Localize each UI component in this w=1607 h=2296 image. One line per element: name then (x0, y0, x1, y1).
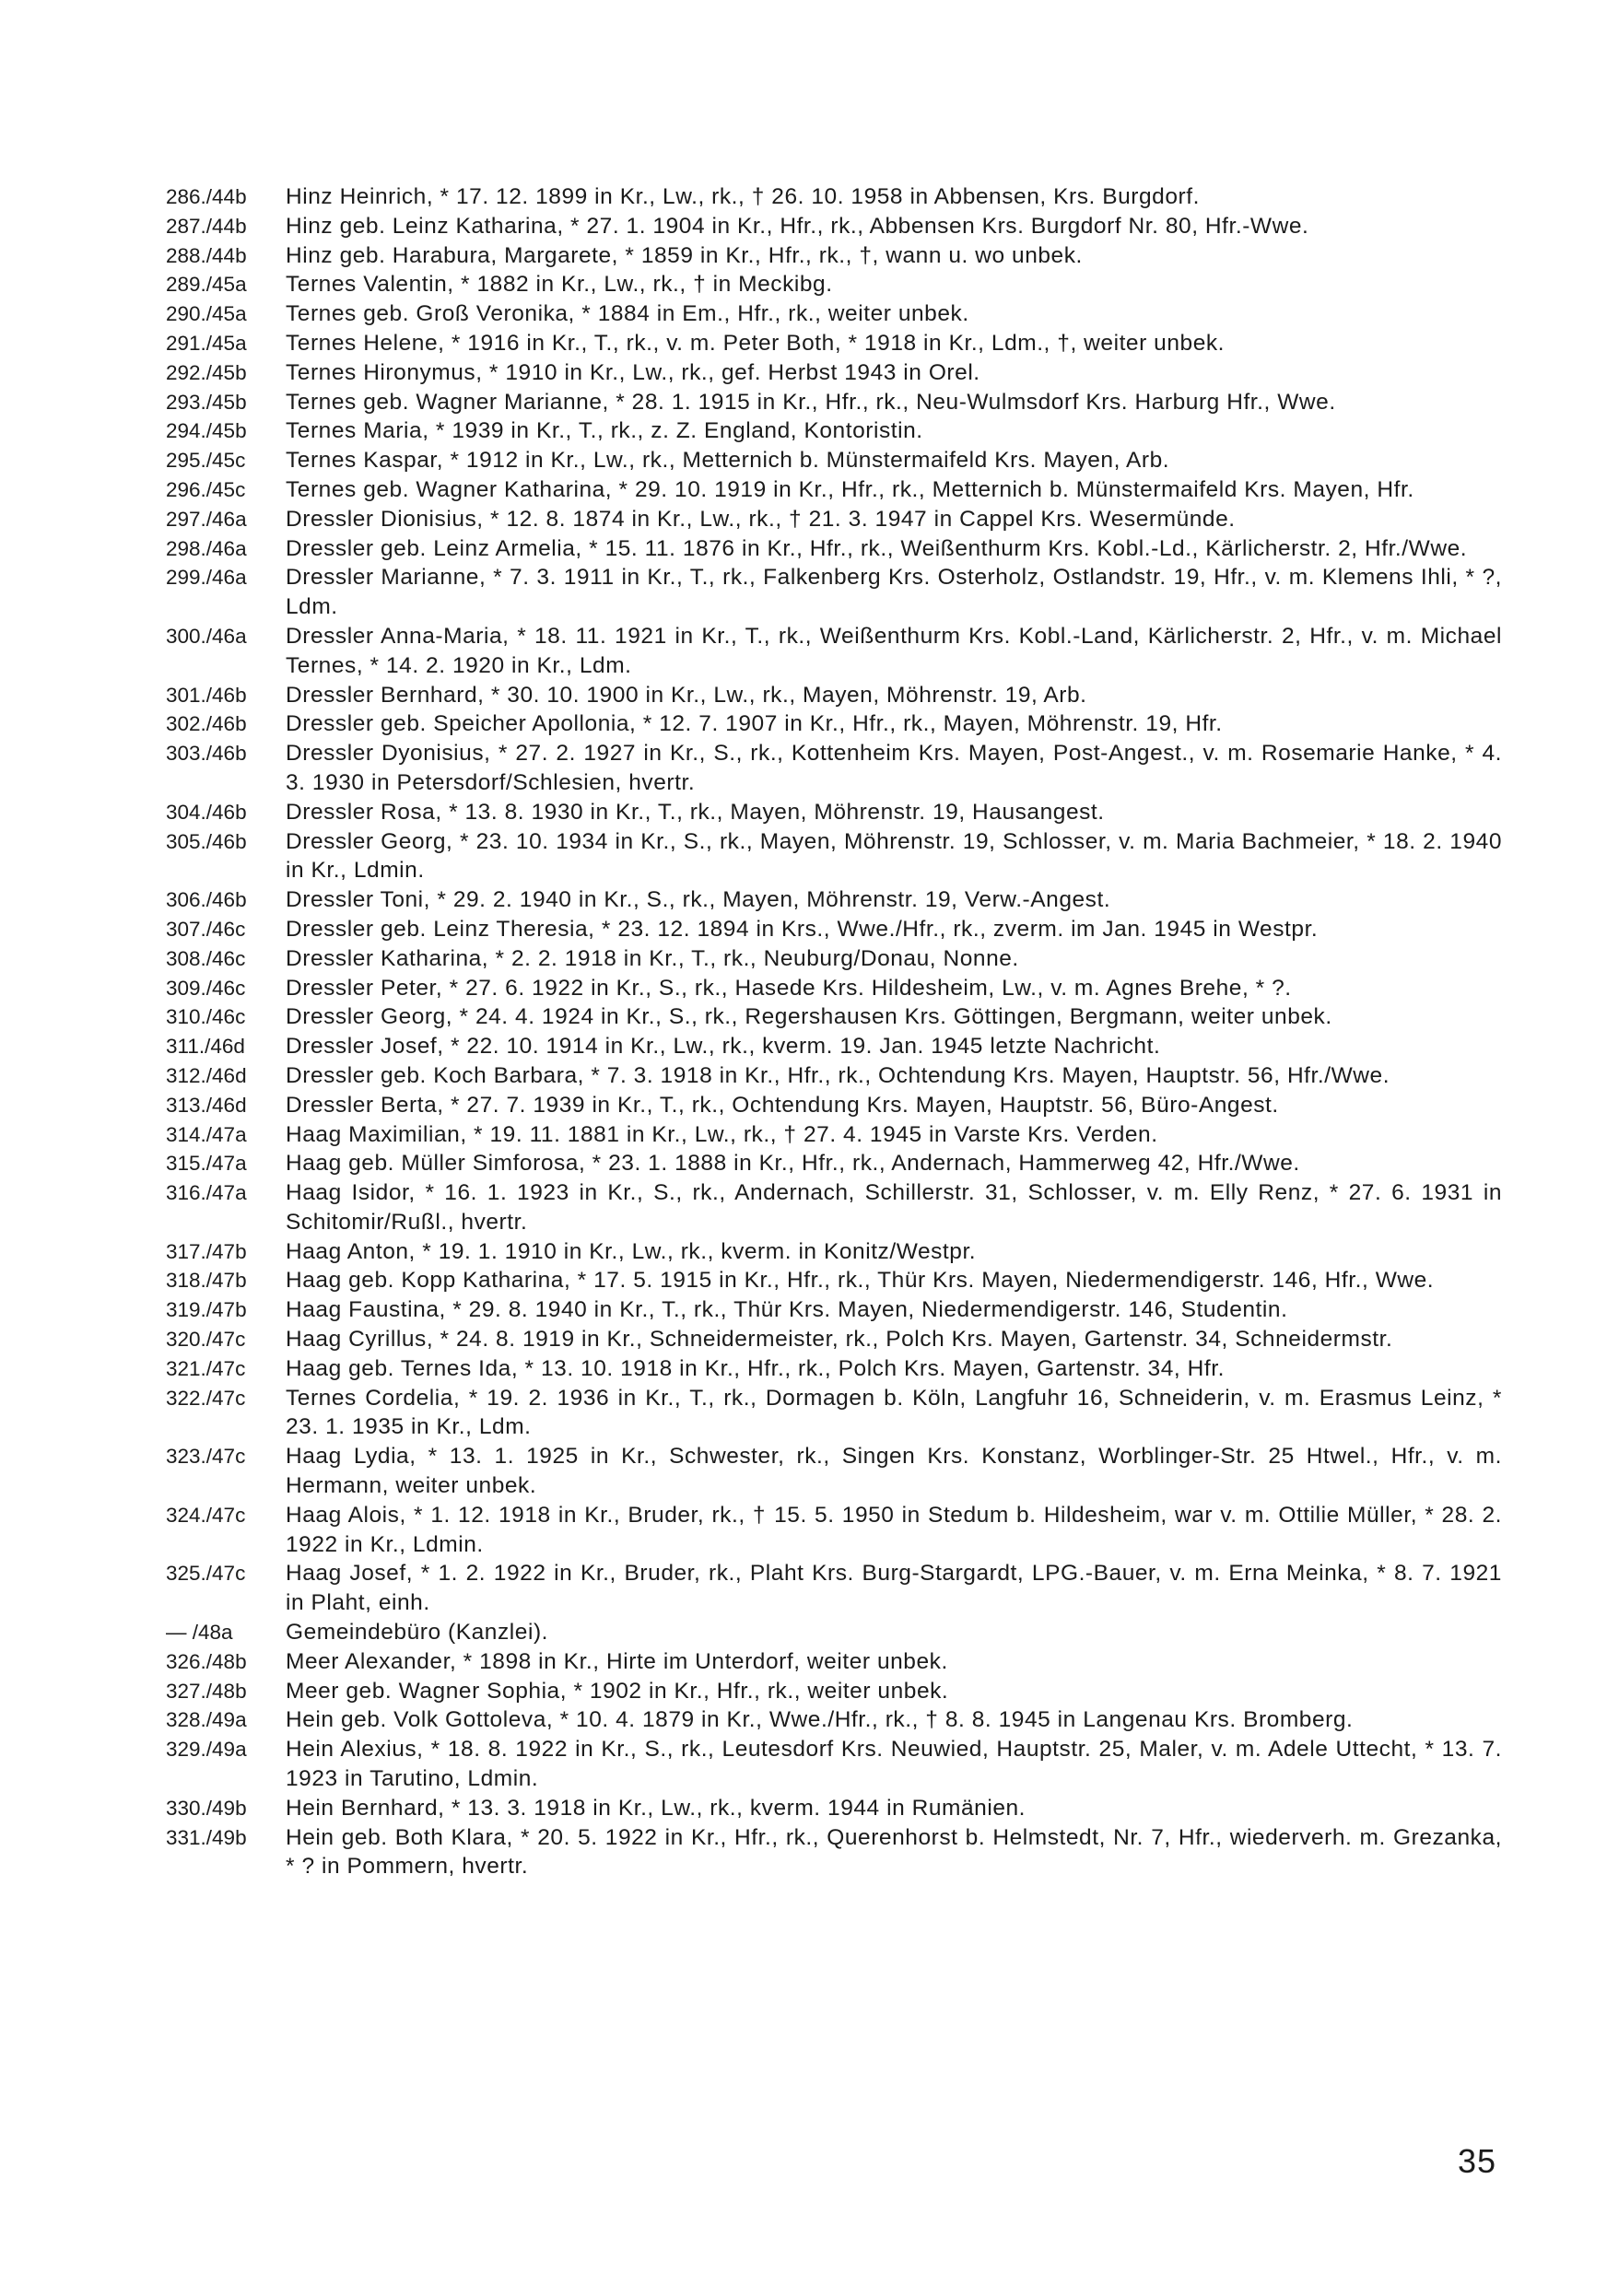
register-entry (166, 915, 1502, 944)
register-entry (166, 709, 1502, 739)
register-entry (166, 1149, 1502, 1178)
entry-number: 311./46d (166, 1035, 245, 1059)
entry-number: 318./47b (166, 1269, 247, 1293)
entry-text: Dressler Peter, * 27. 6. 1922 in Kr., S., rk., Hasede Krs. Hildesheim, Lw., v. m. Agnes Brehe, * ?. (286, 975, 1292, 1001)
entry-text: Hinz Heinrich, * 17. 12. 1899 in Kr., Lw., rk., † 26. 10. 1958 in Abbensen, Krs. Burgdorf. (286, 184, 1200, 209)
entry-text: Ternes Hironymus, * 1910 in Kr., Lw., rk., gef. Herbst 1943 in Orel. (286, 359, 980, 385)
entry-text: Haag Faustina, * 29. 8. 1940 in Kr., T., rk., Thür Krs. Mayen, Niedermendigerstr. 146, Studentin. (286, 1297, 1288, 1323)
entry-number: 293./45b (166, 390, 247, 414)
register-entries (166, 182, 1502, 1881)
entry-number: 319./47b (166, 1298, 247, 1322)
register-entry (166, 1120, 1502, 1150)
register-entry (166, 885, 1502, 915)
register-entry (166, 681, 1502, 710)
register-entry (166, 622, 1502, 681)
entry-number: 289./45a (166, 273, 247, 297)
entry-text: Ternes Maria, * 1939 in Kr., T., rk., z. Z. England, Kontoristin. (286, 418, 923, 444)
entry-text: Ternes Cordelia, * 19. 2. 1936 in Kr., T., rk., Dormagen b. Köln, Langfuhr 16, Schneiderin, v. m. Erasmus Leinz, * 23. 1. 1935 in Kr., Ldm. (286, 1385, 1502, 1440)
entry-text: Dressler Josef, * 22. 10. 1914 in Kr., Lw., rk., kverm. 19. Jan. 1945 letzte Nachricht. (286, 1034, 1161, 1060)
entry-number: 290./45a (166, 302, 247, 326)
register-entry (166, 299, 1502, 329)
entry-text: Ternes Helene, * 1916 in Kr., T., rk., v. m. Peter Both, * 1918 in Kr., Ldm., †, weiter unbek. (286, 330, 1226, 356)
entry-number: 291./45a (166, 331, 247, 355)
register-entry (166, 475, 1502, 505)
entry-number: 312./46d (166, 1063, 247, 1087)
entry-number: 321./47c (166, 1356, 246, 1380)
register-entry (166, 505, 1502, 534)
entry-number: 304./46b (166, 800, 247, 824)
entry-text: Dressler Dionisius, * 12. 8. 1874 in Kr., Lw., rk., † 21. 3. 1947 in Cappel Krs. Wesermünde. (286, 506, 1236, 532)
entry-text: Dressler Berta, * 27. 7. 1939 in Kr., T., rk., Ochtendung Krs. Mayen, Hauptstr. 56, Büro-Angest. (286, 1092, 1279, 1118)
entry-number: 287./44b (166, 214, 247, 238)
register-entry (166, 1266, 1502, 1295)
entry-number: — /48a (166, 1621, 233, 1645)
entry-text: Ternes Valentin, * 1882 in Kr., Lw., rk., † in Meckibg. (286, 272, 833, 298)
entry-text: Dressler Toni, * 29. 2. 1940 in Kr., S., rk., Mayen, Möhrenstr. 19, Verw.-Angest. (286, 887, 1111, 913)
page-number: 35 (1458, 2142, 1497, 2180)
entry-number: 307./46c (166, 917, 246, 941)
register-entry (166, 1559, 1502, 1618)
entry-text: Dressler Georg, * 23. 10. 1934 in Kr., S., rk., Mayen, Möhrenstr. 19, Schlosser, v. m. Maria Bachmeier, * 18. 2. 1940 in Kr., Ldmin. (286, 828, 1502, 884)
entry-text: Hinz geb. Harabura, Margarete, * 1859 in Kr., Hfr., rk., †, wann u. wo unbek. (286, 242, 1083, 268)
entry-number: 309./46c (166, 976, 246, 1000)
entry-number: 296./45c (166, 477, 246, 501)
register-entry (166, 1061, 1502, 1091)
entry-text: Haag Isidor, * 16. 1. 1923 in Kr., S., rk., Andernach, Schillerstr. 31, Schlosser, v. m. Elly Renz, * 27. 6. 1931 in Schitomir/Rußl., hvertr. (286, 1180, 1502, 1235)
register-entry (166, 1794, 1502, 1823)
register-entry (166, 1677, 1502, 1706)
entry-number: 329./49a (166, 1738, 247, 1762)
register-entry (166, 534, 1502, 564)
register-entry (166, 1325, 1502, 1354)
entry-number: 292./45b (166, 360, 247, 384)
entry-text: Dressler geb. Leinz Theresia, * 23. 12. 1894 in Krs., Wwe./Hfr., rk., zverm. im Jan. 1945 in Westpr. (286, 916, 1319, 942)
entry-text: Haag Anton, * 19. 1. 1910 in Kr., Lw., rk., kverm. in Konitz/Westpr. (286, 1238, 977, 1264)
entry-text: Dressler geb. Leinz Armelia, * 15. 11. 1876 in Kr., Hfr., rk., Weißenthurm Krs. Kobl.-Ld., Kärlicherstr. 2, Hfr./Wwe. (286, 535, 1468, 561)
register-entry (166, 739, 1502, 798)
entry-number: 310./46c (166, 1005, 246, 1029)
entry-number: 330./49b (166, 1796, 247, 1820)
register-entry (166, 1002, 1502, 1032)
entry-number: 302./46b (166, 712, 247, 736)
register-entry (166, 1442, 1502, 1501)
entry-text: Hein geb. Both Klara, * 20. 5. 1922 in Kr., Hfr., rk., Querenhorst b. Helmstedt, Nr. 7, Hfr., wiederverh. m. Grezanka, * ? in Pommern, hvertr. (286, 1824, 1502, 1880)
entry-number: 299./46a (166, 566, 247, 590)
register-entry (166, 827, 1502, 886)
entry-number: 314./47a (166, 1122, 247, 1146)
entry-number: 306./46b (166, 888, 247, 912)
entry-number: 294./45b (166, 419, 247, 443)
entry-number: 323./47c (166, 1445, 246, 1469)
entry-text: Hein geb. Volk Gottoleva, * 10. 4. 1879 in Kr., Wwe./Hfr., rk., † 8. 8. 1945 in Langenau Krs. Bromberg. (286, 1707, 1354, 1733)
entry-text: Gemeindebüro (Kanzlei). (286, 1620, 549, 1646)
entry-number: 315./47a (166, 1152, 247, 1176)
register-entry (166, 182, 1502, 212)
register-entry (166, 388, 1502, 417)
entry-number: 298./46a (166, 536, 247, 560)
register-entry (166, 358, 1502, 388)
register-entry (166, 1237, 1502, 1267)
register-entry (166, 974, 1502, 1003)
register-entry (166, 446, 1502, 475)
entry-number: 324./47c (166, 1503, 246, 1527)
entry-number: 326./48b (166, 1649, 247, 1673)
entry-number: 288./44b (166, 243, 247, 267)
entry-number: 327./48b (166, 1679, 247, 1703)
register-entry (166, 1501, 1502, 1560)
entry-number: 322./47c (166, 1386, 246, 1410)
entry-number: 331./49b (166, 1825, 247, 1849)
register-entry (166, 1705, 1502, 1735)
entry-text: Meer Alexander, * 1898 in Kr., Hirte im Unterdorf, weiter unbek. (286, 1648, 948, 1674)
entry-text: Dressler geb. Koch Barbara, * 7. 3. 1918 in Kr., Hfr., rk., Ochtendung Krs. Mayen, Hauptstr. 56, Hfr./Wwe. (286, 1062, 1390, 1088)
register-entry (166, 1178, 1502, 1237)
entry-text: Haag Alois, * 1. 12. 1918 in Kr., Bruder, rk., † 15. 5. 1950 in Stedum b. Hildesheim, war v. m. Ottilie Müller, * 28. 2. 1922 in Kr., Ldmin. (286, 1502, 1502, 1557)
entry-number: 320./47c (166, 1328, 246, 1352)
entry-text: Dressler Bernhard, * 30. 10. 1900 in Kr., Lw., rk., Mayen, Möhrenstr. 19, Arb. (286, 682, 1087, 708)
entry-number: 313./46d (166, 1093, 247, 1117)
entry-number: 303./46b (166, 742, 247, 766)
register-entry (166, 563, 1502, 622)
entry-text: Haag Lydia, * 13. 1. 1925 in Kr., Schwester, rk., Singen Krs. Konstanz, Worblinger-Str. 25 Htwel., Hfr., v. m. Hermann, weiter unbek. (286, 1444, 1502, 1499)
register-entry (166, 1647, 1502, 1677)
entry-number: 317./47b (166, 1239, 247, 1263)
entry-text: Haag Josef, * 1. 2. 1922 in Kr., Bruder, rk., Plaht Krs. Burg-Stargardt, LPG.-Bauer, v. m. Erna Meinka, * 8. 7. 1921 in Plaht, einh. (286, 1561, 1502, 1616)
entry-text: Ternes Kaspar, * 1912 in Kr., Lw., rk., Metternich b. Münstermaifeld Krs. Mayen, Arb. (286, 448, 1170, 474)
entry-text: Ternes geb. Wagner Katharina, * 29. 10. 1919 in Kr., Hfr., rk., Metternich b. Münstermaifeld Krs. Mayen, Hfr. (286, 476, 1414, 502)
register-entry (166, 798, 1502, 827)
register-entry (166, 1384, 1502, 1443)
register-entry (166, 241, 1502, 271)
register-entry (166, 1032, 1502, 1061)
register-entry (166, 212, 1502, 241)
entry-number: 295./45c (166, 449, 246, 473)
entry-number: 308./46c (166, 946, 246, 970)
register-entry (166, 270, 1502, 299)
entry-text: Dressler geb. Speicher Apollonia, * 12. 7. 1907 in Kr., Hfr., rk., Mayen, Möhrenstr. 19, Hfr. (286, 711, 1223, 737)
entry-text: Haag geb. Müller Simforosa, * 23. 1. 1888 in Kr., Hfr., rk., Andernach, Hammerweg 42, Hfr./Wwe. (286, 1151, 1300, 1177)
entry-text: Hinz geb. Leinz Katharina, * 27. 1. 1904 in Kr., Hfr., rk., Abbensen Krs. Burgdorf Nr. 80, Hfr.-Wwe. (286, 213, 1309, 239)
entry-text: Ternes geb. Groß Veronika, * 1884 in Em., Hfr., rk., weiter unbek. (286, 301, 969, 327)
entry-text: Meer geb. Wagner Sophia, * 1902 in Kr., Hfr., rk., weiter unbek. (286, 1678, 949, 1704)
entry-number: 316./47a (166, 1181, 247, 1205)
register-entry (166, 1295, 1502, 1325)
register-entry (166, 1354, 1502, 1384)
entry-text: Hein Bernhard, * 13. 3. 1918 in Kr., Lw., rk., kverm. 1944 in Rumänien. (286, 1795, 1026, 1821)
register-entry (166, 329, 1502, 358)
entry-number: 301./46b (166, 683, 247, 707)
entry-number: 300./46a (166, 624, 247, 648)
entry-number: 297./46a (166, 507, 247, 531)
entry-text: Haag Cyrillus, * 24. 8. 1919 in Kr., Schneidermeister, rk., Polch Krs. Mayen, Gartenstr. 34, Schneidermstr. (286, 1327, 1393, 1353)
entry-number: 305./46b (166, 829, 247, 853)
entry-number: 325./47c (166, 1562, 246, 1586)
register-entry (166, 1091, 1502, 1120)
entry-text: Haag geb. Kopp Katharina, * 17. 5. 1915 in Kr., Hfr., rk., Thür Krs. Mayen, Niedermendigerstr. 146, Hfr., Wwe. (286, 1268, 1435, 1294)
entry-number: 328./49a (166, 1708, 247, 1732)
register-entry (166, 944, 1502, 974)
entry-text: Dressler Marianne, * 7. 3. 1911 in Kr., T., rk., Falkenberg Krs. Osterholz, Ostlandstr. 19, Hfr., v. m. Klemens Ihli, * ?, Ldm. (286, 565, 1502, 620)
entry-text: Dressler Katharina, * 2. 2. 1918 in Kr., T., rk., Neuburg/Donau, Nonne. (286, 945, 1019, 971)
entry-text: Haag geb. Ternes Ida, * 13. 10. 1918 in Kr., Hfr., rk., Polch Krs. Mayen, Gartenstr. 34, Hfr. (286, 1355, 1225, 1381)
register-entry (166, 1735, 1502, 1794)
register-entry (166, 416, 1502, 446)
entry-text: Dressler Rosa, * 13. 8. 1930 in Kr., T., rk., Mayen, Möhrenstr. 19, Hausangest. (286, 799, 1105, 825)
entry-text: Dressler Anna-Maria, * 18. 11. 1921 in Kr., T., rk., Weißenthurm Krs. Kobl.-Land, Kärlicherstr. 2, Hfr., v. m. Michael Ternes, * 14. 2. 1920 in Kr., Ldm. (286, 623, 1502, 678)
entry-text: Ternes geb. Wagner Marianne, * 28. 1. 1915 in Kr., Hfr., rk., Neu-Wulmsdorf Krs. Harburg Hfr., Wwe. (286, 389, 1336, 415)
register-entry (166, 1823, 1502, 1882)
entry-number: 286./44b (166, 185, 247, 208)
register-entry (166, 1618, 1502, 1647)
entry-text: Dressler Georg, * 24. 4. 1924 in Kr., S., rk., Regershausen Krs. Göttingen, Bergmann, weiter unbek. (286, 1004, 1332, 1030)
entry-text: Dressler Dyonisius, * 27. 2. 1927 in Kr., S., rk., Kottenheim Krs. Mayen, Post-Angest., v. m. Rosemarie Hanke, * 4. 3. 1930 in Petersdorf/Schlesien, hvertr. (286, 741, 1502, 795)
entry-text: Haag Maximilian, * 19. 11. 1881 in Kr., Lw., rk., † 27. 4. 1945 in Varste Krs. Verden. (286, 1121, 1158, 1147)
entry-text: Hein Alexius, * 18. 8. 1922 in Kr., S., rk., Leutesdorf Krs. Neuwied, Hauptstr. 25, Maler, v. m. Adele Uttecht, * 13. 7. 1923 in Tarutino, Ldmin. (286, 1737, 1502, 1792)
